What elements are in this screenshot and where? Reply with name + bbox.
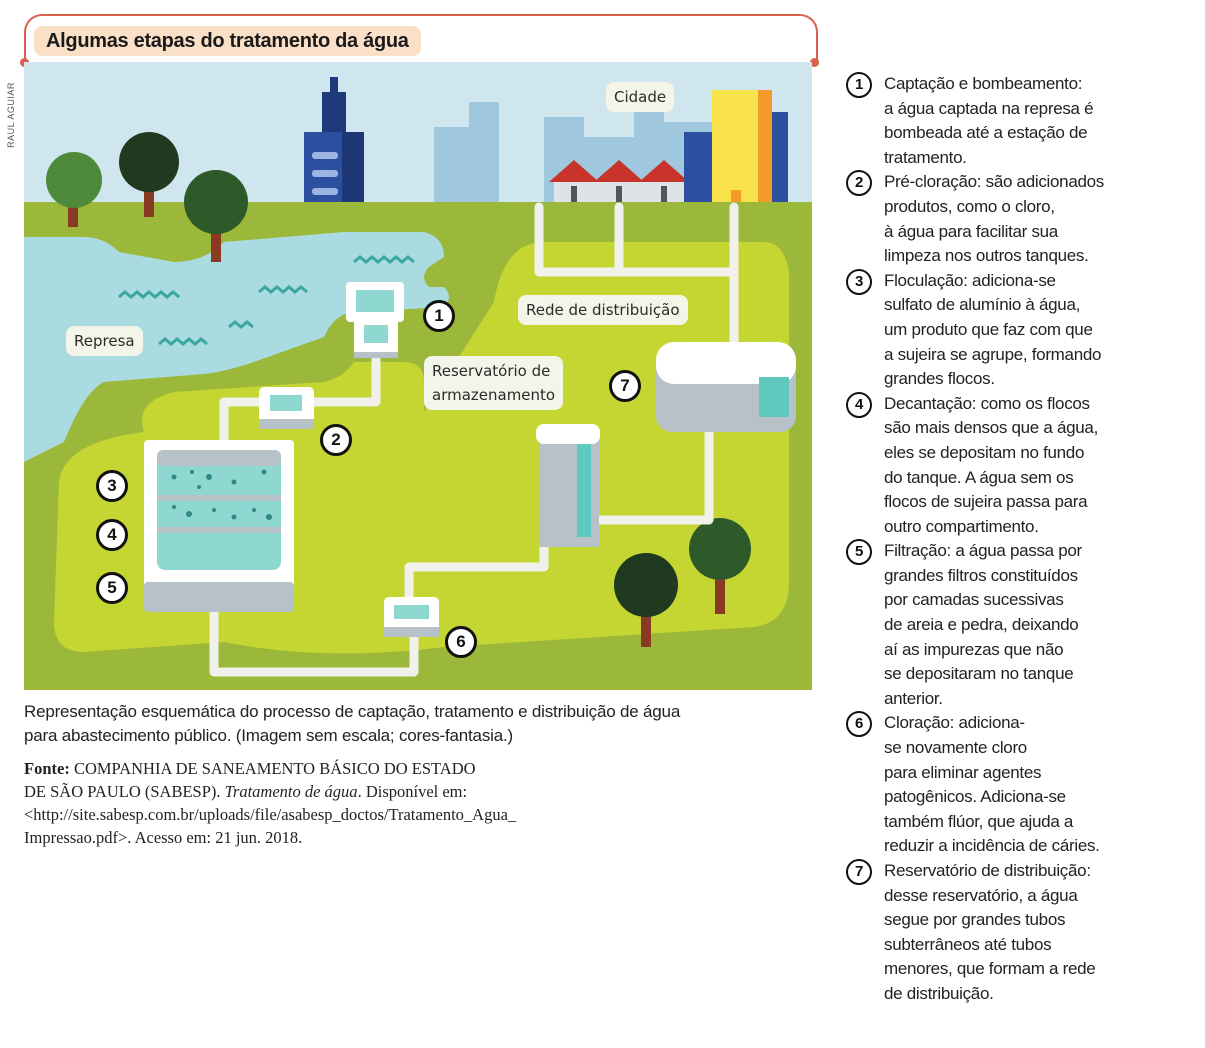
step-6-line: para eliminar agentes	[884, 762, 1042, 782]
source-line-1-text: COMPANHIA DE SANEAMENTO BÁSICO DO ESTADO	[73, 759, 476, 778]
step-number-5: 5	[846, 539, 872, 565]
step-5-line: por camadas sucessivas	[884, 590, 1064, 610]
step-number-1: 1	[846, 72, 872, 98]
caption-line-1: Representação esquemática do processo de captação, tratamento e distribuição de água	[24, 702, 681, 721]
source-line-2b: . Disponível em:	[357, 782, 468, 801]
storage-reservoir-tank	[536, 424, 600, 547]
marker-1: 1	[423, 300, 455, 332]
step-7-line: de distribuição.	[884, 983, 994, 1003]
step-1	[846, 72, 1201, 170]
source-line-1	[24, 757, 814, 780]
label-city: Cidade	[606, 82, 674, 112]
step-4	[846, 392, 1201, 540]
source-url: <http://site.sabesp.com.br/uploads/file/asabesp_doctos/Tratamento_Agua_	[24, 805, 517, 824]
step-1-line: a água captada na represa é	[884, 98, 1094, 118]
step-1-line: Captação e bombeamento:	[884, 74, 1083, 93]
step-5-line: grandes filtros constituídos	[884, 565, 1078, 585]
marker-7: 7	[609, 370, 641, 402]
step-2-line: produtos, como o cloro,	[884, 196, 1055, 216]
step-1-line: tratamento.	[884, 147, 967, 167]
step-3-line: grandes flocos.	[884, 369, 995, 389]
source-line-2	[24, 780, 814, 803]
label-storage-reservoir-line-1: Reservatório de	[432, 362, 551, 380]
step-5-line: aí as impurezas que não	[884, 639, 1064, 659]
step-4-line: são mais densos que a água,	[884, 418, 1098, 438]
step-2-line: Pré-cloração: são adicionados	[884, 172, 1104, 192]
source-line-4: Impressao.pdf>. Acesso em: 21 jun. 2018.	[24, 828, 303, 847]
chlorination-box	[384, 597, 439, 637]
step-5-line: de areia e pedra, deixando	[884, 615, 1079, 635]
figure-caption	[24, 700, 814, 748]
distribution-reservoir-tank	[656, 342, 796, 432]
marker-3: 3	[96, 470, 128, 502]
step-7-line: desse reservatório, a água	[884, 885, 1078, 905]
step-4-line: outro compartimento.	[884, 516, 1039, 536]
water-treatment-illustration	[24, 62, 812, 690]
step-6-line: patogênicos. Adiciona-se	[884, 787, 1066, 807]
label-storage-reservoir	[424, 356, 563, 410]
page-title: Algumas etapas do tratamento da água	[34, 26, 421, 56]
illustrator-credit: RAUL AGUIAR	[5, 82, 16, 148]
step-number-6: 6	[846, 711, 872, 737]
label-distribution-network: Rede de distribuição	[518, 295, 688, 325]
step-4-line: do tanque. A água sem os	[884, 467, 1074, 487]
step-5-line: anterior.	[884, 688, 943, 708]
treatment-tank	[144, 440, 294, 612]
step-6	[846, 711, 1201, 859]
step-3-line: um produto que faz com que	[884, 319, 1093, 339]
step-4-line: flocos de sujeira passa para	[884, 492, 1088, 512]
step-5-line: se depositaram no tanque	[884, 664, 1074, 684]
source-line-2a: DE SÃO PAULO (SABESP).	[24, 782, 225, 801]
step-5-line: Filtração: a água passa por	[884, 541, 1082, 561]
step-2	[846, 170, 1201, 268]
step-6-line: se novamente cloro	[884, 738, 1027, 758]
step-4-line: eles se depositam no fundo	[884, 442, 1085, 462]
step-number-7: 7	[846, 859, 872, 885]
step-6-line: também flúor, que ajuda a	[884, 811, 1074, 831]
step-7-line: segue por grandes tubos	[884, 910, 1066, 930]
blue-building	[684, 132, 714, 208]
label-storage-reservoir-line-2: armazenamento	[432, 386, 556, 404]
marker-6: 6	[445, 626, 477, 658]
step-number-2: 2	[846, 170, 872, 196]
step-number-3: 3	[846, 269, 872, 295]
label-dam: Represa	[66, 326, 143, 356]
step-3	[846, 269, 1201, 392]
step-2-line: à água para facilitar sua	[884, 221, 1058, 241]
marker-4: 4	[96, 519, 128, 551]
step-4-line: Decantação: como os flocos	[884, 393, 1090, 413]
pump-station	[346, 282, 404, 358]
step-2-line: limpeza nos outros tanques.	[884, 246, 1089, 266]
marker-2: 2	[320, 424, 352, 456]
step-6-line: reduzir a incidência de cáries.	[884, 836, 1100, 856]
step-7-line: Reservatório de distribuição:	[884, 861, 1091, 880]
source-title-italic: Tratamento de água	[224, 782, 358, 801]
pre-chlorination-box	[259, 387, 314, 429]
step-number-4: 4	[846, 392, 872, 418]
step-3-line: sulfato de alumínio à água,	[884, 295, 1081, 315]
step-7	[846, 859, 1201, 1007]
step-7-line: menores, que formam a rede	[884, 959, 1096, 979]
marker-5: 5	[96, 572, 128, 604]
step-5	[846, 539, 1201, 711]
source-label: Fonte:	[24, 759, 70, 778]
source-citation	[24, 757, 814, 849]
step-6-line: Cloração: adiciona-	[884, 713, 1025, 733]
step-3-line: a sujeira se agrupe, formando	[884, 344, 1102, 364]
step-3-line: Floculação: adiciona-se	[884, 270, 1056, 290]
step-7-line: subterrâneos até tubos	[884, 934, 1052, 954]
houses	[549, 160, 689, 208]
caption-line-2: para abastecimento público. (Imagem sem escala; cores-fantasia.)	[24, 726, 513, 745]
step-1-line: bombeada até a estação de	[884, 123, 1088, 143]
steps-list	[846, 72, 1201, 1007]
